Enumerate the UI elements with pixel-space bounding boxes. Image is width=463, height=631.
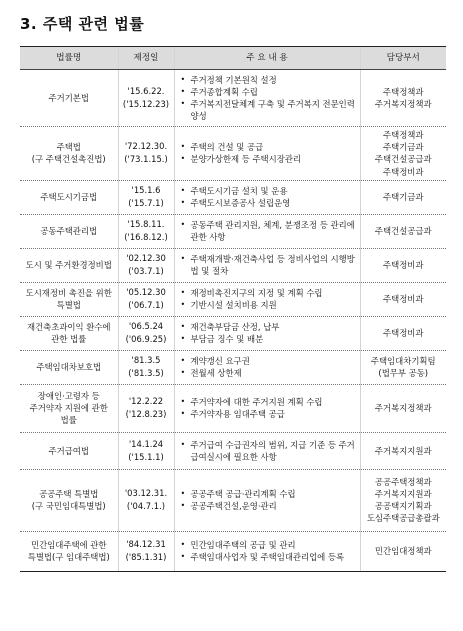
law-name-line: 공공주택 특별법	[39, 489, 99, 500]
table-row	[20, 469, 446, 531]
department-line: 도심주택공급총괄과	[366, 513, 440, 524]
content-item: • 부담금 징수 및 배분	[181, 333, 358, 345]
enact-date-line: ('85.1.31)	[125, 552, 167, 563]
enact-date-cell	[118, 350, 174, 384]
enact-date-cell	[118, 384, 174, 432]
law-name-cell	[20, 214, 118, 248]
law-name-line: 주택임대차보호법	[36, 362, 102, 373]
law-name-cell	[20, 127, 118, 181]
department-line: 주택정책과	[383, 130, 424, 140]
law-name-cell	[20, 282, 118, 316]
department-cell	[360, 248, 446, 282]
table-row	[20, 350, 446, 384]
main-content-cell	[174, 531, 360, 571]
enact-date-line: ('04.7.1.)	[126, 501, 166, 512]
content-list	[177, 396, 358, 420]
law-name-cell	[20, 70, 118, 127]
law-name-line: (구 국민임대특별법)	[31, 501, 106, 512]
enact-date-cell	[118, 432, 174, 469]
content-list	[177, 321, 358, 345]
enact-date-line: '15.1.6	[131, 185, 161, 196]
main-content-cell	[174, 350, 360, 384]
enact-date-cell	[118, 316, 174, 350]
content-list	[177, 355, 358, 379]
law-name-line: 장애인·고령자 등	[37, 390, 100, 401]
law-name-line: 도시재정비 촉진을 위한	[25, 288, 112, 299]
department-cell	[360, 180, 446, 214]
header-law-name: 법률명	[20, 47, 118, 70]
main-content-cell	[174, 214, 360, 248]
enact-date-line: ('03.7.1)	[128, 266, 164, 277]
enact-date-line: ('06.7.1)	[128, 300, 164, 311]
main-content-cell	[174, 384, 360, 432]
content-item: • 재정비촉진지구의 지정 및 계획 수립	[181, 287, 358, 299]
law-name-line: 특별법	[56, 300, 81, 311]
content-list	[177, 488, 358, 512]
law-name-cell	[20, 432, 118, 469]
law-name-cell	[20, 384, 118, 432]
department-line: 주거복지지원과	[374, 489, 432, 500]
department-line: 주거복지지원과	[374, 445, 432, 456]
department-line: 주택정비과	[383, 328, 424, 339]
main-content-cell	[174, 282, 360, 316]
law-name-cell	[20, 469, 118, 531]
enact-date-line: '12.2.22	[128, 396, 164, 407]
department-line: 주택정비과	[383, 260, 424, 271]
content-item: • 주거종합계획 수립	[181, 86, 358, 98]
department-line: (법무부 공동)	[378, 368, 429, 379]
law-name-line: 주거약자 지원에 관한	[29, 403, 108, 414]
enact-date-line: ('16.8.12.)	[124, 232, 168, 243]
enact-date-cell	[118, 469, 174, 531]
law-name-cell	[20, 316, 118, 350]
main-content-cell	[174, 70, 360, 127]
header-department: 담당부서	[360, 47, 446, 70]
content-item: • 계약갱신 요구권	[181, 355, 358, 367]
table-row	[20, 282, 446, 316]
content-item: • 주택도시기금 설치 및 운용	[181, 185, 358, 197]
table-row	[20, 531, 446, 571]
content-item: • 주거복지전달체계 구축 및 주거복지 전문인력 양성	[181, 98, 358, 122]
table-row	[20, 70, 446, 127]
enact-date-cell	[118, 214, 174, 248]
content-item: • 분양가상한제 등 주택시장관리	[181, 153, 358, 165]
department-line: 주택임대차기획팀	[370, 356, 436, 367]
table-row	[20, 127, 446, 181]
department-cell	[360, 384, 446, 432]
table-row	[20, 180, 446, 214]
enact-date-cell	[118, 248, 174, 282]
law-name-line: 주택법	[56, 142, 81, 153]
page-title: 3. 주택 관련 법률	[20, 15, 145, 33]
department-cell	[360, 214, 446, 248]
enact-date-line: ('15.1.1)	[128, 451, 164, 462]
content-list	[177, 539, 358, 563]
content-list	[177, 287, 358, 311]
content-item: • 전월세 상한제	[181, 367, 358, 379]
department-line: 주택건설공급과	[374, 154, 432, 165]
content-item: • 공공주택건설,운영·관리	[181, 500, 358, 512]
table-row	[20, 248, 446, 282]
content-item: • 주거급여 수급권자의 범위, 지급 기준 등 주거급여실시에 필요한 사항	[181, 439, 358, 463]
main-content-cell	[174, 469, 360, 531]
content-list	[177, 141, 358, 165]
content-list	[177, 253, 358, 277]
main-content-cell	[174, 432, 360, 469]
content-list	[177, 219, 358, 243]
content-item: • 주택재개발·재건축사업 등 정비사업의 시행방법 및 절차	[181, 253, 358, 277]
department-cell	[360, 432, 446, 469]
department-line: 주택정비과	[383, 166, 424, 177]
department-cell	[360, 531, 446, 571]
content-item: • 민간임대주택의 공급 및 관리	[181, 539, 358, 551]
enact-date-line: '03.12.31.	[124, 488, 168, 499]
law-name-line: 특별법(구 임대주택법)	[27, 552, 110, 563]
law-name-line: 주택도시기금법	[40, 192, 98, 203]
content-list	[177, 439, 358, 463]
content-item: • 재건축부담금 산정, 납부	[181, 321, 358, 333]
enact-date-cell	[118, 127, 174, 181]
table-row	[20, 214, 446, 248]
enact-date-line: '72.12.30.	[124, 141, 168, 152]
content-item: • 주거약자용 임대주택 공급	[181, 408, 358, 420]
law-name-cell	[20, 531, 118, 571]
housing-law-table	[20, 46, 446, 572]
department-line: 주택정책과	[383, 86, 424, 97]
department-cell	[360, 469, 446, 531]
department-cell	[360, 282, 446, 316]
department-line: 주거복지정책과	[374, 99, 432, 109]
law-name-cell	[20, 248, 118, 282]
enact-date-cell	[118, 180, 174, 214]
law-name-line: 법률	[60, 415, 77, 426]
department-cell	[360, 316, 446, 350]
table-row	[20, 384, 446, 432]
content-item: • 주거정책 기본원칙 설정	[181, 74, 358, 86]
enact-date-cell	[118, 70, 174, 127]
enact-date-line: '15.8.11.	[127, 219, 165, 230]
department-cell	[360, 350, 446, 384]
enact-date-line: '14.1.24	[128, 438, 164, 449]
department-line: 공공택지기획과	[374, 501, 432, 512]
content-item: • 공공주택 공급·관리계획 수립	[181, 488, 358, 500]
header-row	[20, 47, 446, 70]
enact-date-line: ('15.12.23)	[122, 99, 170, 109]
enact-date-line: '06.5.24	[128, 321, 164, 332]
law-name-line: (구 주택건설촉진법)	[31, 154, 106, 165]
department-line: 주택건설공급과	[374, 226, 432, 237]
main-content-cell	[174, 180, 360, 214]
law-name-line: 주거기본법	[48, 92, 89, 103]
department-cell	[360, 70, 446, 127]
main-content-cell	[174, 248, 360, 282]
content-item: • 공동주택 관리지원, 체계, 분쟁조정 등 관리에 관한 사항	[181, 219, 358, 243]
content-item: • 주택임대사업자 및 주택임대관리업에 등록	[181, 551, 358, 563]
department-line: 주택기금과	[383, 192, 424, 203]
enact-date-line: ('81.3.5)	[128, 368, 164, 379]
enact-date-line: ('73.1.15.)	[124, 154, 168, 165]
content-list	[177, 185, 358, 209]
department-line: 주거복지정책과	[374, 403, 432, 414]
content-list	[177, 74, 358, 123]
department-line: 주택정비과	[383, 294, 424, 305]
enact-date-line: ('15.7.1)	[128, 198, 164, 209]
content-item: • 주택의 건설 및 공급	[181, 141, 358, 153]
enact-date-line: '84.12.31	[126, 539, 166, 550]
law-name-line: 재건축초과이익 환수에	[26, 322, 111, 333]
enact-date-line: '05.12.30	[126, 287, 166, 298]
main-content-cell	[174, 316, 360, 350]
department-line: 공공주택정책과	[374, 476, 432, 487]
main-content-cell	[174, 127, 360, 181]
department-cell	[360, 127, 446, 181]
content-item: • 주거약자에 대한 주거지원 계획 수립	[181, 396, 358, 408]
law-name-line: 민간임대주택에 관한	[31, 540, 107, 551]
department-line: 주택기금과	[383, 142, 424, 153]
table-body	[20, 70, 446, 572]
enact-date-cell	[118, 282, 174, 316]
law-name-line: 주거급여법	[48, 445, 89, 456]
law-name-line: 공동주택관리법	[40, 226, 98, 237]
law-name-line: 관한 법률	[51, 334, 87, 345]
department-line: 민간임대정책과	[374, 546, 432, 557]
enact-date-line: ('06.9.25)	[125, 334, 167, 345]
enact-date-line: '81.3.5	[131, 355, 161, 366]
table-row	[20, 316, 446, 350]
enact-date-line: '15.6.22.	[127, 85, 165, 96]
table-row	[20, 432, 446, 469]
header-enact-date: 제정일	[118, 47, 174, 70]
law-name-line: 도시 및 주거환경정비법	[25, 260, 112, 271]
law-name-cell	[20, 180, 118, 214]
enact-date-line: '02.12.30	[126, 253, 166, 264]
content-item: • 주택도시보증공사 설립운영	[181, 197, 358, 209]
header-main-content: 주 요 내 용	[174, 47, 360, 70]
law-name-cell	[20, 350, 118, 384]
enact-date-line: ('12.8.23)	[125, 409, 167, 420]
content-item: • 기반시설 설치비용 지원	[181, 299, 358, 311]
enact-date-cell	[118, 531, 174, 571]
